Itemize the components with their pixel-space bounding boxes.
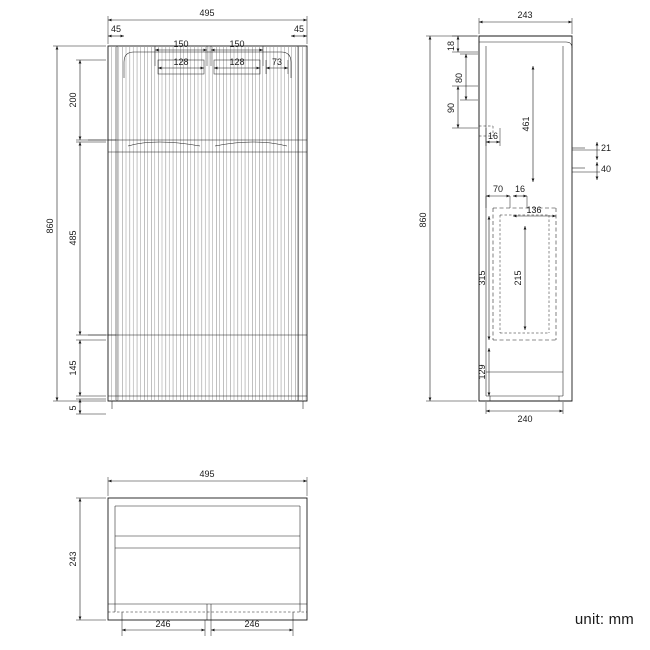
unit-note: unit: mm [574, 611, 634, 628]
dim-right-panel: 45 [293, 24, 305, 34]
dim-side-base-height: 129 [477, 364, 487, 380]
dim-front-width: 495 [199, 8, 215, 18]
dim-side-top-offset: 80 [454, 72, 464, 84]
dim-side-body-height: 461 [521, 116, 531, 132]
dim-left-panel: 45 [110, 24, 122, 34]
dim-top-width: 495 [199, 469, 215, 479]
dim-plinth: 5 [68, 405, 78, 411]
dim-middle-section: 485 [68, 230, 78, 246]
dim-side-notch-height: 21 [601, 143, 612, 153]
dim-top-left-half: 246 [155, 619, 171, 629]
dim-top-depth: 243 [68, 551, 78, 567]
top-view-dimensions [68, 469, 307, 636]
dim-side-internal-depth: 136 [526, 205, 542, 215]
dim-side-bracket-offset: 90 [446, 102, 456, 114]
dim-top-section: 200 [68, 92, 78, 108]
dim-drawer-right-outer: 150 [229, 39, 245, 49]
dim-lower-section: 145 [68, 360, 78, 376]
dim-drawer-left-outer: 150 [173, 39, 189, 49]
dim-side-drawer-box: 215 [513, 270, 523, 286]
dim-drawer-right-inner: 128 [229, 57, 245, 67]
dim-side-base-depth: 240 [517, 414, 533, 424]
side-view-body [479, 36, 585, 401]
dim-side-shelf-gap: 16 [514, 184, 526, 194]
dim-front-height: 860 [45, 218, 55, 234]
dim-side-top-edge: 18 [446, 40, 456, 52]
dim-side-height: 860 [418, 212, 428, 228]
dim-side-interior-height: 315 [477, 270, 487, 286]
dim-drawer-left-inner: 128 [173, 57, 189, 67]
dim-side-notch-width: 40 [601, 164, 612, 174]
front-view-body [108, 46, 307, 409]
dim-side-shelf-front: 70 [492, 184, 504, 194]
dim-handle-gap: 73 [271, 57, 283, 67]
dim-side-bracket-width: 16 [487, 131, 499, 141]
side-view-dimensions [418, 10, 611, 424]
top-view-body [108, 498, 307, 620]
dim-side-depth: 243 [517, 10, 533, 20]
dim-top-right-half: 246 [244, 619, 260, 629]
